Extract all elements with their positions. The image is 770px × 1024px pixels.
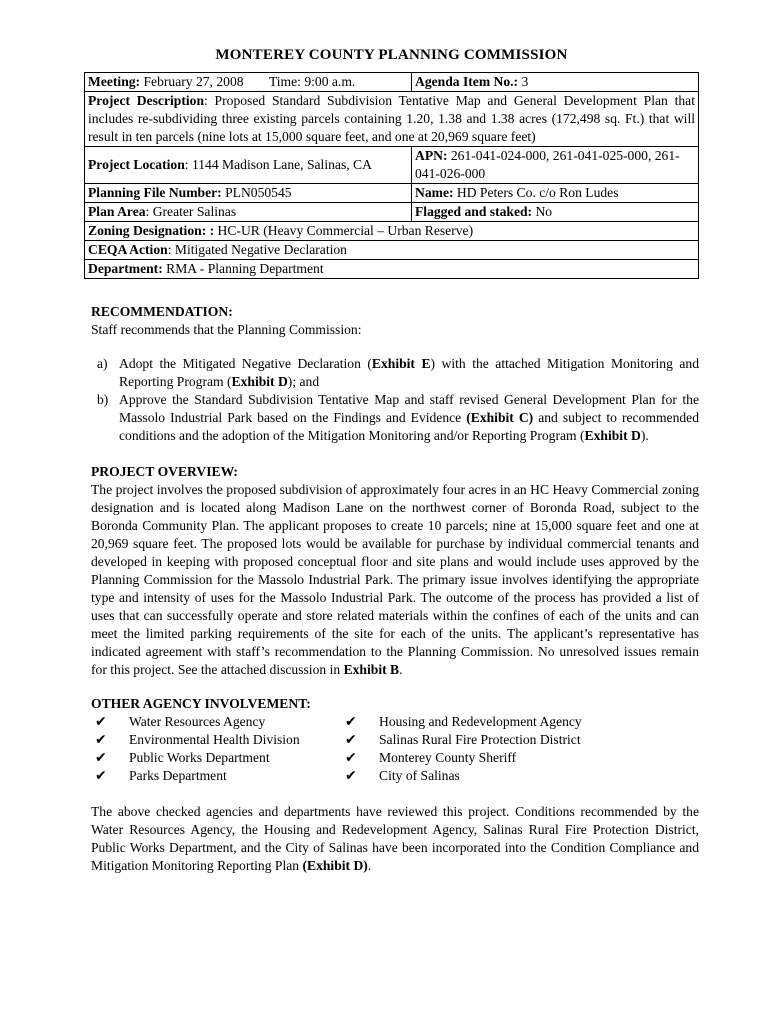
rec-b-exhibit-d: Exhibit D <box>584 428 641 443</box>
list-item <box>91 749 341 767</box>
ceqa-cell <box>85 241 699 260</box>
agenda-value: 3 <box>518 74 529 89</box>
agency-name: Environmental Health Division <box>129 732 300 747</box>
table-row <box>85 203 699 222</box>
department-value: RMA - Planning Department <box>162 261 324 276</box>
agency-column-1 <box>91 713 341 785</box>
flagged-value: No <box>532 204 553 219</box>
agency-name: City of Salinas <box>379 768 460 783</box>
zoning-cell <box>85 222 699 241</box>
rec-a-text-3: ); and <box>287 374 320 389</box>
time-text: Time: 9:00 a.m. <box>268 74 356 89</box>
rec-a-text-1: Adopt the Mitigated Negative Declaration ( <box>119 356 372 371</box>
zoning-label: Zoning Designation: : <box>88 223 215 238</box>
overview-end: . <box>399 662 403 677</box>
meeting-value: February 27, 2008 <box>140 74 244 89</box>
agency-section <box>91 695 699 785</box>
overview-text <box>91 481 699 679</box>
table-row <box>85 73 699 92</box>
ceqa-label: CEQA Action <box>88 242 168 257</box>
list-item <box>341 731 601 749</box>
table-row <box>85 241 699 260</box>
rec-b-text-1: Approve the Standard Subdivision Tentative Map and staff revised General Development Plan for the Massolo Industrial Park based on the Findings and Evidence <box>119 392 699 425</box>
agency-list <box>91 713 699 785</box>
list-item <box>91 355 699 391</box>
plan-area-value: : Greater Salinas <box>145 204 237 219</box>
agency-name: Water Resources Agency <box>129 714 266 729</box>
closing-end: . <box>367 858 372 873</box>
recommendation-title: RECOMMENDATION: <box>91 304 233 319</box>
table-row <box>85 260 699 279</box>
apn-cell <box>412 147 699 184</box>
agency-name: Monterey County Sheriff <box>379 750 517 765</box>
applicant-name-cell <box>412 184 699 203</box>
check-icon: ✔ <box>345 732 357 748</box>
meeting-label: Meeting: <box>88 74 141 89</box>
agency-name: Salinas Rural Fire Protection District <box>379 732 581 747</box>
location-cell <box>85 147 412 184</box>
file-number-label: Planning File Number: <box>88 185 222 200</box>
department-cell <box>85 260 699 279</box>
list-item <box>91 391 699 445</box>
overview-title: PROJECT OVERVIEW: <box>91 464 238 479</box>
apn-label: APN: <box>415 148 448 163</box>
rec-b-text-2: and subject to recommended conditions and the adoption of the Mitigation Monitoring and/or Reporting Program ( <box>119 410 699 443</box>
overview-body: The project involves the proposed subdivision of approximately four acres in an HC Heavy Commercial zoning designation and is located along Madison Lane on the northwest corner of Boronda Road, subject to the Boronda Community Plan. The applicant proposes to create 10 parcels; nine at 15,000 square feet and one at 20,969 square feet. The proposed lots would be available for purchase by individual commercial tenants and developed in keeping with proposed conceptual floor and site plans and would include uses approved by the Planning Commission for the Massolo Industrial Park. The primary issue involves identifying the appropriate type and intensity of uses for the Massolo Industrial Park. The outcome of the process has provided a list of uses that can successfully operate and store related materials within the confines of each of the units and can meet the limited parking requirements of the site for each of the units. The applicant’s representative has indicated agreement with staff’s recommendation to the Planning Commission. No unresolved issues remain for this project. See the attached discussion in <box>91 482 699 677</box>
table-row <box>85 92 699 147</box>
agenda-label: Agenda Item No.: <box>415 74 519 89</box>
recommendation-section <box>91 303 699 445</box>
description-label: Project Description <box>88 93 204 108</box>
file-number-cell <box>85 184 412 203</box>
table-row <box>85 147 699 184</box>
closing-paragraph <box>91 803 699 875</box>
list-item <box>341 713 601 731</box>
list-item <box>91 713 341 731</box>
closing-exhibit-d: (Exhibit D) <box>302 858 368 873</box>
table-row <box>85 222 699 241</box>
document-page <box>84 46 699 875</box>
list-item <box>91 731 341 749</box>
apn-value: 261-041-024-000, 261-041-025-000, 261-041-026-000 <box>415 148 680 181</box>
check-icon: ✔ <box>95 732 107 748</box>
agency-column-2 <box>341 713 601 785</box>
page-title: MONTEREY COUNTY PLANNING COMMISSION <box>215 47 568 63</box>
location-label: Project Location <box>88 157 185 172</box>
agency-name: Parks Department <box>129 768 227 783</box>
recommendation-list <box>91 355 699 445</box>
check-icon: ✔ <box>345 714 357 730</box>
table-row <box>85 184 699 203</box>
agency-name: Housing and Redevelopment Agency <box>379 714 582 729</box>
agency-title: OTHER AGENCY INVOLVEMENT: <box>91 696 311 711</box>
list-item <box>91 767 341 785</box>
file-number-value: PLN050545 <box>221 185 292 200</box>
list-marker: a) <box>97 356 108 371</box>
check-icon: ✔ <box>345 750 357 766</box>
list-item <box>341 749 601 767</box>
location-value: : 1144 Madison Lane, Salinas, CA <box>184 157 372 172</box>
agenda-cell <box>412 73 699 92</box>
rec-b-exhibit-c: (Exhibit C) <box>466 410 534 425</box>
recommendation-intro: Staff recommends that the Planning Commission: <box>91 322 362 337</box>
applicant-name-value: HD Peters Co. c/o Ron Ludes <box>453 185 619 200</box>
zoning-value: HC-UR (Heavy Commercial – Urban Reserve) <box>214 223 474 238</box>
overview-section <box>91 463 699 679</box>
rec-a-exhibit-d: Exhibit D <box>231 374 288 389</box>
rec-b-text-3: ). <box>640 428 649 443</box>
flagged-label: Flagged and staked: <box>415 204 533 219</box>
check-icon: ✔ <box>95 714 107 730</box>
rec-a-exhibit-e: Exhibit E <box>371 356 431 371</box>
project-info-table <box>84 72 699 279</box>
flagged-cell <box>412 203 699 222</box>
closing-body: The above checked agencies and departments have reviewed this project. Conditions recommended by the Water Resources Agency, the Housing and Redevelopment Agency, Salinas Rural Fire Protection District, Public Works Department, and the City of Salinas have been incorporated into the Condition Compliance and Mitigation Monitoring Reporting Plan <box>91 804 699 873</box>
check-icon: ✔ <box>95 768 107 784</box>
applicant-name-label: Name: <box>415 185 454 200</box>
plan-area-cell <box>85 203 412 222</box>
agency-name: Public Works Department <box>129 750 270 765</box>
check-icon: ✔ <box>345 768 357 784</box>
meeting-cell <box>85 73 412 92</box>
list-marker: b) <box>97 392 109 407</box>
ceqa-value: : Mitigated Negative Declaration <box>167 242 347 257</box>
list-item <box>341 767 601 785</box>
description-cell <box>85 92 699 147</box>
check-icon: ✔ <box>95 750 107 766</box>
plan-area-label: Plan Area <box>88 204 146 219</box>
rec-a-text-2: ) with the attached Mitigation Monitoring and Reporting Program ( <box>119 356 699 389</box>
department-label: Department: <box>88 261 163 276</box>
description-value: : Proposed Standard Subdivision Tentative Map and General Development Plan that includes re-subdividing three existing parcels containing 1.20, 1.38 and 1.38 acres (172,498 sq. Ft.) that will result in ten parcels (nine lots at 15,000 square feet, and one at 20,969 square feet) <box>88 93 695 144</box>
overview-exhibit-b: Exhibit B <box>343 662 400 677</box>
